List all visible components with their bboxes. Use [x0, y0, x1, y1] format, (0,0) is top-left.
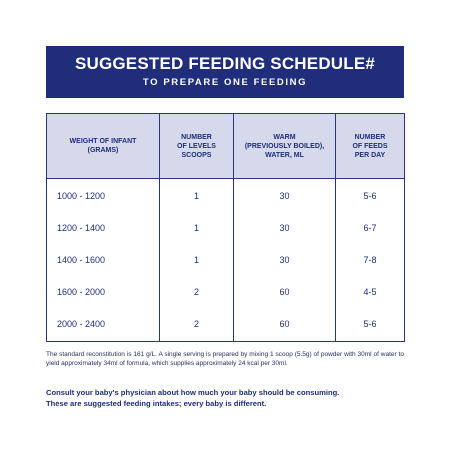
cell-feeds: 6-7	[336, 212, 405, 244]
cell-weight: 1600 - 2000	[47, 276, 160, 308]
header-weight	[47, 114, 160, 179]
header-line: PER DAY	[354, 151, 386, 159]
cell-feeds: 7-8	[336, 244, 405, 276]
cell-scoops: 2	[160, 276, 234, 308]
cell-water: 30	[234, 212, 336, 244]
advice-line: Consult your baby's physician about how much your baby should be consuming.	[46, 388, 340, 397]
cell-weight: 1000 - 1200	[47, 179, 160, 213]
cell-water: 30	[234, 244, 336, 276]
physician-advice	[46, 387, 404, 409]
cell-weight: 1400 - 1600	[47, 244, 160, 276]
page-subtitle: TO PREPARE ONE FEEDING	[142, 77, 308, 88]
cell-water: 60	[234, 276, 336, 308]
header-scoops	[160, 114, 234, 179]
table-row	[47, 308, 405, 342]
cell-water: 30	[234, 179, 336, 213]
reconstitution-footnote: The standard reconstitution is 161 g/L. A single serving is prepared by mixing 1 scoop (5.5g) of powder with 30ml of water to yield approximately 34ml of formula, which supplies approximately 24 kcal per 30ml.	[46, 351, 404, 367]
header-line: WEIGHT OF INFANT	[69, 138, 137, 145]
advice-line: These are suggested feeding intakes; every baby is different.	[46, 399, 267, 408]
header-line: WARM	[273, 133, 296, 141]
header-line: (GRAMS)	[87, 147, 119, 154]
header-line: WATER, ML	[265, 151, 304, 159]
cell-water: 60	[234, 308, 336, 342]
cell-feeds: 4-5	[336, 276, 405, 308]
header-line: NUMBER	[354, 133, 386, 141]
header-line: SCOOPS	[181, 151, 212, 159]
cell-scoops: 1	[160, 212, 234, 244]
feeding-schedule-table	[46, 113, 404, 342]
table-header-row	[47, 114, 405, 179]
cell-scoops: 1	[160, 179, 234, 213]
cell-scoops: 1	[160, 244, 234, 276]
table-row	[47, 212, 405, 244]
header-line: OF FEEDS	[352, 142, 388, 150]
header-line: OF LEVELS	[177, 142, 216, 150]
header-water	[234, 114, 336, 179]
header-line: (PREVIOUSLY BOILED),	[244, 142, 325, 150]
cell-feeds: 5-6	[336, 308, 405, 342]
cell-weight: 2000 - 2400	[47, 308, 160, 342]
table-row	[47, 179, 405, 213]
cell-scoops: 2	[160, 308, 234, 342]
header-feeds	[336, 114, 405, 179]
title-banner	[46, 46, 404, 98]
cell-feeds: 5-6	[336, 179, 405, 213]
schedule-table	[46, 113, 405, 342]
cell-weight: 1200 - 1400	[47, 212, 160, 244]
table-row	[47, 276, 405, 308]
header-line: NUMBER	[181, 133, 212, 141]
page-title: SUGGESTED FEEDING SCHEDULE#	[74, 54, 376, 73]
table-row	[47, 244, 405, 276]
